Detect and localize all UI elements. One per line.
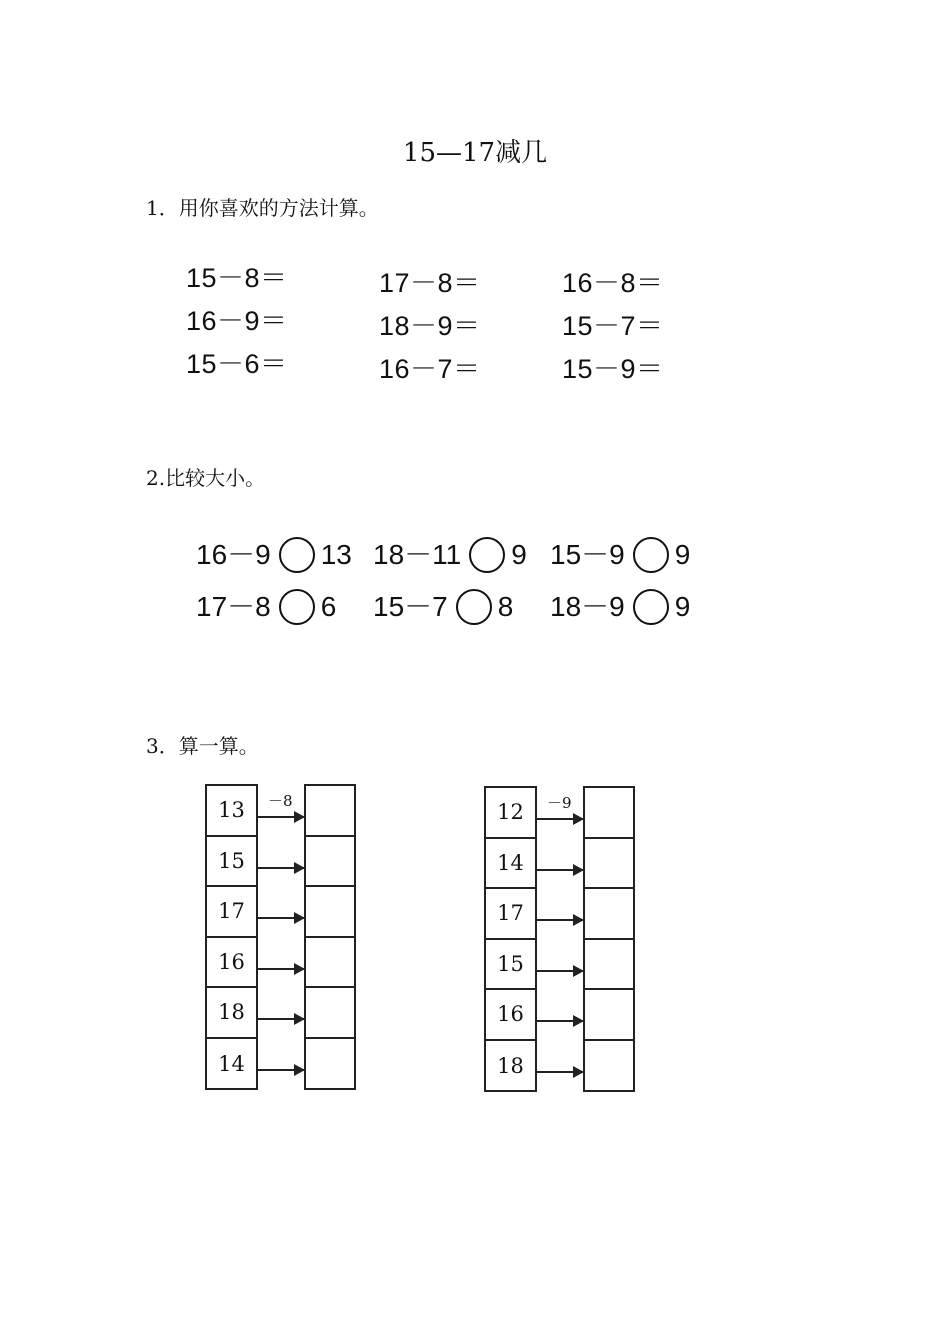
comparison-item [373, 589, 513, 625]
equation: 17－8＝ [379, 268, 481, 298]
answer-circle[interactable] [469, 537, 505, 573]
comparison-value: 9 [511, 539, 527, 570]
input-number: 18 [207, 988, 256, 1039]
question-3-heading: 3．算一算。 [146, 734, 259, 758]
input-number: 12 [486, 788, 535, 839]
comparison-value: 6 [320, 591, 337, 622]
answer-circle[interactable] [279, 589, 315, 625]
answer-box[interactable] [585, 940, 633, 991]
input-number: 17 [486, 889, 535, 940]
arrow-icon [258, 816, 304, 818]
equation: 18－9＝ [379, 311, 481, 341]
input-number: 15 [486, 940, 535, 991]
input-number: 18 [497, 1053, 524, 1078]
operation-label: －9 [547, 794, 572, 812]
input-column [205, 784, 258, 1090]
comparison-value: 8 [497, 591, 514, 622]
comparison-expression: 18－11 [373, 539, 462, 570]
answer-box[interactable] [306, 988, 354, 1039]
equation: 16－7＝ [379, 354, 481, 384]
input-number: 14 [486, 839, 535, 890]
comparison-value: 9 [674, 591, 691, 622]
comparison-item [196, 537, 352, 573]
answer-box[interactable] [306, 837, 354, 888]
answer-box[interactable] [585, 788, 633, 839]
input-number: 16 [486, 990, 535, 1041]
arrow-icon [537, 869, 583, 871]
answer-column [304, 784, 356, 1090]
arrow-icon [537, 1071, 583, 1073]
arrow-icon [258, 1069, 304, 1071]
answer-box[interactable] [585, 889, 633, 940]
comparison-expression: 16－9 [196, 539, 271, 570]
equation: 16－8＝ [562, 268, 664, 298]
arrow-icon [537, 970, 583, 972]
input-number: 15 [207, 837, 256, 888]
comparison-item [196, 589, 336, 625]
answer-box[interactable] [306, 938, 354, 989]
arrow-icon [258, 867, 304, 869]
answer-circle[interactable] [279, 537, 315, 573]
answer-box[interactable] [306, 786, 354, 837]
answer-box[interactable] [585, 1041, 633, 1092]
question-1-heading: 1．用你喜欢的方法计算。 [146, 196, 379, 220]
input-number: 14 [218, 1051, 245, 1076]
q1-column-2 [379, 267, 481, 396]
input-number: 13 [207, 786, 256, 837]
answer-box[interactable] [585, 990, 633, 1041]
operation-label: －8 [268, 792, 293, 810]
comparison-expression: 15－7 [373, 591, 448, 622]
answer-box[interactable] [306, 887, 354, 938]
equation: 15－8＝ [186, 263, 288, 293]
arrow-icon [537, 818, 583, 820]
q1-column-3 [562, 267, 664, 396]
equation: 16－9＝ [186, 306, 288, 336]
comparison-value: 13 [320, 539, 352, 570]
input-number: 17 [207, 887, 256, 938]
equation: 15－9＝ [562, 354, 664, 384]
arrow-icon [537, 1020, 583, 1022]
q1-column-1 [186, 262, 288, 391]
equation: 15－6＝ [186, 349, 288, 379]
comparison-expression: 18－9 [550, 591, 625, 622]
comparison-expression: 15－9 [550, 539, 625, 570]
equation: 15－7＝ [562, 311, 664, 341]
answer-circle[interactable] [633, 589, 669, 625]
comparison-item [373, 537, 527, 573]
answer-box[interactable] [585, 839, 633, 890]
comparison-item [550, 589, 690, 625]
comparison-value: 9 [674, 539, 691, 570]
arrow-icon [258, 917, 304, 919]
answer-box[interactable] [306, 1039, 354, 1090]
page-title: 15—17减几 [402, 138, 548, 168]
question-2-heading: 2.比较大小。 [146, 466, 266, 490]
arrow-icon [537, 919, 583, 921]
arrow-icon [258, 968, 304, 970]
comparison-item [550, 537, 690, 573]
answer-column [583, 786, 635, 1092]
answer-circle[interactable] [633, 537, 669, 573]
input-number: 16 [207, 938, 256, 989]
arrow-icon [258, 1018, 304, 1020]
answer-circle[interactable] [456, 589, 492, 625]
comparison-expression: 17－8 [196, 591, 271, 622]
input-column [484, 786, 537, 1092]
